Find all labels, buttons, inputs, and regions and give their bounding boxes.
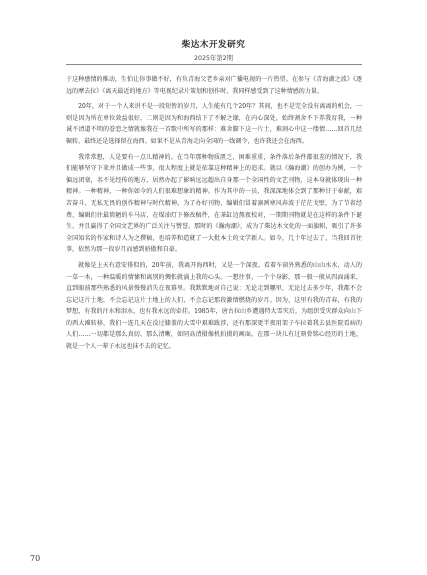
paragraph: 20年，对于一个人来讲不是一段短暂的岁月，人生能有几个20年？其间，也不是完全没有离离的机会，一则是因为所在单位效益很好，二则是因为和海西结下了不解之缘，在内心深处，始终割舍不下养我育我，一种诚不清道不明的眷恋之情就像我在一首歌中所写的那样：难舍脚下这一片土，难割心中这一缕情……回首几经辗转，最终还是选择留在海西。如果不是从青海走向全国的一线调令，也许我还会在海西。 [66,103,362,145]
running-header [0,38,427,62]
journal-title: 柴达木开发研究 [181,40,246,50]
paragraph: 就像是上天有意安排似的，20年前，我离开海西时，又是一个深夜。看着车窗外熟悉的山山水水，动人的一草一木，一种温暖的情愫和离别的惆怅就涌上我的心头。一想往事，一个个身影，那一般一般从四面涌来，直到眼前那些熟悉的风景慢慢消失在夜幕里。我默默地对自己说：无论走到哪里，无论过去多少年，我都不会忘记这片土地，不会忘记这片土地上的人们，不会忘记那段激情燃烧的岁月。因为，这里有我的青春，有我的梦想，有我的汗水和泪水，也有我永远的牵挂。1985年，唐古拉山乡遭遇特大雪灾后，为组织受灾群众向山下的西大滩转移，我们一连几天在没过膝盖的大雪中艰难跋涉，还有那深更半夜用架子车拉着我去县医院看病的人们……一切都是那么真切、那么清晰，如同高清摄像机拍摄的画面。在那一块儿有过刻骨铭心经历的土地，就是一个人一辈子永远也抹不去的记忆。 [66,261,362,351]
page-number: 70 [30,554,41,563]
paragraph: 于这种感情的推动，生怕让你事做不好，有负青海父老乡亲对广播电视的一片热望。在参与《青海湖之波》《逐远的摩去拉》《离天最近的地方》等电视纪录片策划和创作时，我同样感受到了这种情感的力量。 [66,76,362,95]
paragraph: 我常常想，人是要有一点儿精神的。在当年那种物质匮乏，困难重重，条件落后条件都很差的情况下，我们能够坚守下来并且做成一些事，很大程度上就是依靠这种精神上的追求。就以《瀚海潮》的创办为例，一个偏远闭塞，名不见经传的地方，居然办起了影响远远超出自身那一个全国性的文艺刊物，这本身就体现出一种精神。一种精神，一种你如今的人们很难想象的精神。作为其中的一员，我深深地体会到了那种甘于奉献，艰苦奋斗、无私无畏的创作精神与时代精神。为了办好刊物，编辑们冒着凛冽寒风奔波于茫茫戈壁，为了节省经费，编辑们住最简陋的车马店，在煤油灯下修改稿件，在茶缸边熬夜校对，一期期刊物就是在这样的条件下诞生，并且赢得了全国文艺界的广泛关注与赞誉。那时的《瀚海潮》，成为了柴达木文化的一面旗帜，吸引了许多全国知名的作家和诗人为之撰稿，也培养和造就了一大批本土的文学新人。如今，几十年过去了，当我回首往事，依然为那一段岁月而感到骄傲和自豪。 [66,153,362,254]
issue-number: 2025年第2期 [194,55,233,62]
article-body [66,74,362,357]
header-rule [66,64,362,65]
